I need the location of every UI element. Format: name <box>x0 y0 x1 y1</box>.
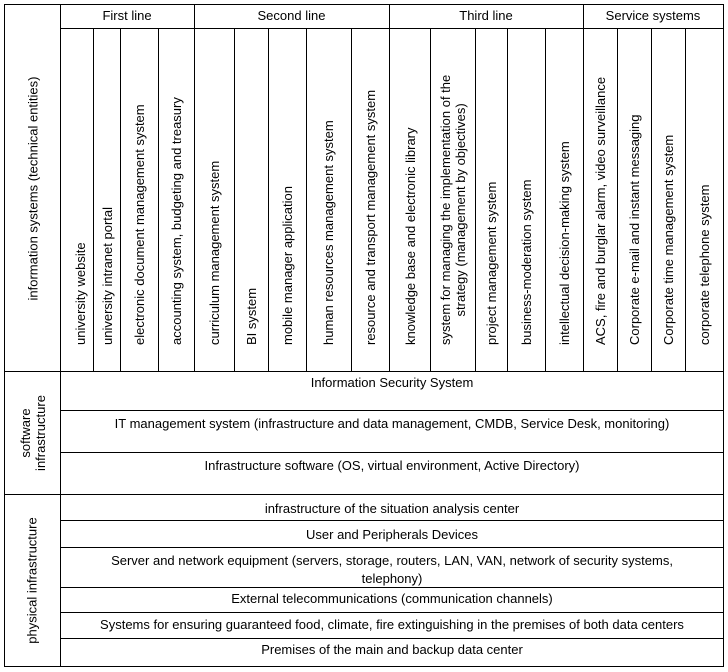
column-label-strategy-management-line: strategy (management by objectives) <box>453 103 468 317</box>
software-row-information-security: Information Security System <box>310 375 474 390</box>
column-label-intellectual-decision-making-cell <box>544 36 584 349</box>
column-label-electronic-document-management-cell <box>119 36 159 349</box>
group-header-separator <box>60 28 724 29</box>
physical-row-situation-center: infrastructure of the situation analysis center <box>264 501 520 516</box>
column-label-university-intranet-portal-line: university intranet portal <box>99 206 115 345</box>
column-label-human-resources-management <box>321 120 336 345</box>
software-label-line2: infrastructure <box>32 395 48 471</box>
physical-row-user-devices: User and Peripherals Devices <box>306 527 478 542</box>
section-separator-physical <box>4 494 724 495</box>
physical-row-food-climate-fire: Systems for ensuring guaranteed food, climate, fire extinguishing in the premises of both data centers <box>100 617 684 632</box>
column-label-corporate-time-management <box>661 135 676 345</box>
software-row-infrastructure-software: Infrastructure software (OS, virtual environment, Active Directory) <box>204 458 580 473</box>
column-label-business-moderation-cell <box>506 36 546 349</box>
physical-row-external-telecom: External telecommunications (communication channels) <box>231 591 553 606</box>
software-row-it-management: IT management system (infrastructure and data management, CMDB, Service Desk, monitoring) <box>114 416 670 431</box>
column-label-curriculum-management-cell <box>194 36 234 349</box>
column-label-intellectual-decision-making-line: intellectual decision-making system <box>556 141 572 345</box>
software-row-separator <box>60 452 724 453</box>
physical-row-server-network-line1: Server and network equipment (servers, storage, routers, LAN, VAN, network of security systems, <box>111 553 673 568</box>
physical-row-separator <box>60 587 724 588</box>
column-label-human-resources-management-cell <box>308 36 348 349</box>
column-label-strategy-management <box>438 75 468 345</box>
column-label-project-management-cell <box>471 36 511 349</box>
column-label-acs-fire-alarm-video-line: ACS, fire and burglar alarm, video surveillance <box>592 76 608 345</box>
column-label-knowledge-base-library-cell <box>390 36 430 349</box>
physical-row-separator <box>60 520 724 521</box>
column-label-corporate-telephone <box>697 185 712 345</box>
column-label-curriculum-management-line: curriculum management system <box>206 160 222 345</box>
column-separator <box>430 28 431 372</box>
group-header-third-line: Third line <box>459 8 513 23</box>
section-separator-software <box>4 371 724 372</box>
column-label-corporate-telephone-cell <box>684 36 724 349</box>
column-label-bi-system-cell <box>231 36 271 349</box>
column-label-university-website <box>73 242 88 345</box>
column-label-bi-system-line: BI system <box>243 287 259 345</box>
column-label-bi-system <box>244 288 259 345</box>
column-label-accounting-budgeting-treasury <box>169 97 184 345</box>
column-label-mobile-manager-application-line: mobile manager application <box>279 186 295 345</box>
column-label-corporate-time-management-line: Corporate time management system <box>660 134 676 345</box>
column-label-resource-transport-management <box>363 90 378 345</box>
column-label-corporate-email-messaging <box>627 114 642 345</box>
column-label-accounting-budgeting-treasury-cell <box>156 36 196 349</box>
column-label-strategy-management-line: system for managing the implementation of the <box>438 74 453 345</box>
column-label-business-moderation-line: business-moderation system <box>518 179 534 345</box>
column-label-resource-transport-management-cell <box>350 36 390 349</box>
column-label-curriculum-management <box>207 161 222 345</box>
column-label-human-resources-management-line: human resources management system <box>320 120 336 345</box>
column-label-project-management-line: project management system <box>483 181 499 345</box>
column-label-corporate-email-messaging-line: Corporate e-mail and instant messaging <box>626 114 642 345</box>
column-label-project-management <box>484 182 499 345</box>
column-label-accounting-budgeting-treasury-line: accounting system, budgeting and treasury <box>168 97 184 345</box>
physical-row-separator <box>60 547 724 548</box>
column-label-electronic-document-management <box>132 104 147 345</box>
software-row-separator <box>60 410 724 411</box>
physical-row-separator <box>60 638 724 639</box>
column-label-mobile-manager-application-cell <box>267 36 307 349</box>
physical-row-server-network-line2: telephony) <box>361 571 423 586</box>
section-label-information-systems: information systems (technical entities) <box>25 76 41 300</box>
column-label-corporate-time-management-cell <box>648 36 688 349</box>
group-header-first-line: First line <box>102 8 152 23</box>
group-header-service-systems: Service systems <box>605 8 701 23</box>
section-label-physical-infrastructure: physical infrastructure <box>25 517 41 644</box>
column-label-corporate-telephone-line: corporate telephone system <box>696 184 712 345</box>
column-label-resource-transport-management-line: resource and transport management system <box>362 89 378 345</box>
column-label-business-moderation <box>519 180 534 345</box>
section-label-software-infrastructure <box>5 372 60 494</box>
software-label-line1: software <box>17 408 33 458</box>
table-border-bottom <box>4 666 724 667</box>
column-label-strategy-management-cell <box>433 36 473 349</box>
column-label-mobile-manager-application <box>280 186 295 345</box>
table-border-top <box>4 4 724 5</box>
column-label-university-intranet-portal <box>100 207 115 345</box>
physical-row-premises: Premises of the main and backup data center <box>261 642 523 657</box>
column-label-university-website-line: university website <box>72 242 88 345</box>
group-header-second-line: Second line <box>257 8 326 23</box>
column-label-intellectual-decision-making <box>557 141 572 345</box>
column-label-acs-fire-alarm-video <box>593 77 608 345</box>
column-label-electronic-document-management-line: electronic document management system <box>131 104 147 345</box>
column-label-knowledge-base-library <box>403 127 418 345</box>
physical-row-separator <box>60 612 724 613</box>
column-label-knowledge-base-library-line: knowledge base and electronic library <box>402 127 418 345</box>
